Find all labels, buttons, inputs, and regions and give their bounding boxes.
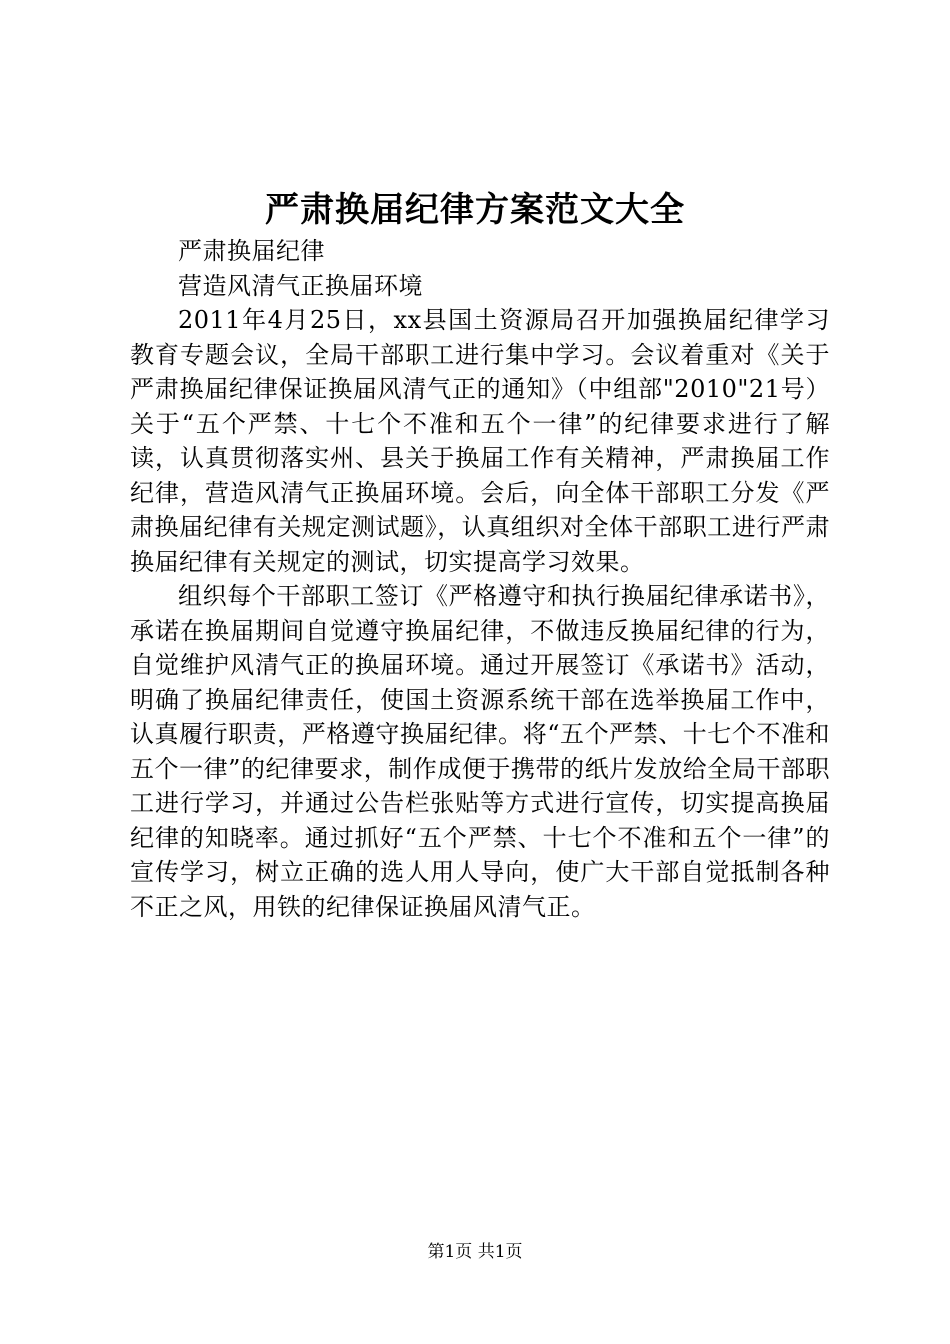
document-body <box>130 234 830 924</box>
page-number-footer: 第1页 共1页 <box>427 1242 523 1262</box>
document-title: 严肃换届纪律方案范文大全 <box>265 190 685 230</box>
paragraph-heading-1: 严肃换届纪律 <box>178 237 325 265</box>
paragraph-body-2: 组织每个干部职工签订《严格遵守和执行换届纪律承诺书》，承诺在换届期间自觉遵守换届纪律，不做违反换届纪律的行为，自觉维护风清气正的换届环境。通过开展签订《承诺书》活动，明确了换届纪律责任，使国土资源系统干部在选举换届工作中，认真履行职责，严格遵守换届纪律。将“五个严禁、十七个不准和五个一律”的纪律要求，制作成便于携带的纸片发放给全局干部职工进行学习，并通过公告栏张贴等方式进行宣传，切实提高换届纪律的知晓率。通过抓好“五个严禁、十七个不准和五个一律”的宣传学习，树立正确的选人用人导向，使广大干部自觉抵制各种不正之风，用铁的纪律保证换届风清气正。 <box>130 582 830 921</box>
paragraph-heading-2: 营造风清气正换届环境 <box>178 271 423 300</box>
paragraph-body-1: 2011年4月25日，xx县国土资源局召开加强换届纪律学习教育专题会议，全局干部职工进行集中学习。会议着重对《关于严肃换届纪律保证换届风清气正的通知》（中组部"2010"21号）关于“五个严禁、十七个不准和五个一律”的纪律要求进行了解读，认真贯彻落实州、县关于换届工作有关精神，严肃换届工作纪律，营造风清气正换届环境。会后，向全体干部职工分发《严肃换届纪律有关规定测试题》，认真组织对全体干部职工进行严肃换届纪律有关规定的测试，切实提高学习效果。 <box>130 306 830 576</box>
